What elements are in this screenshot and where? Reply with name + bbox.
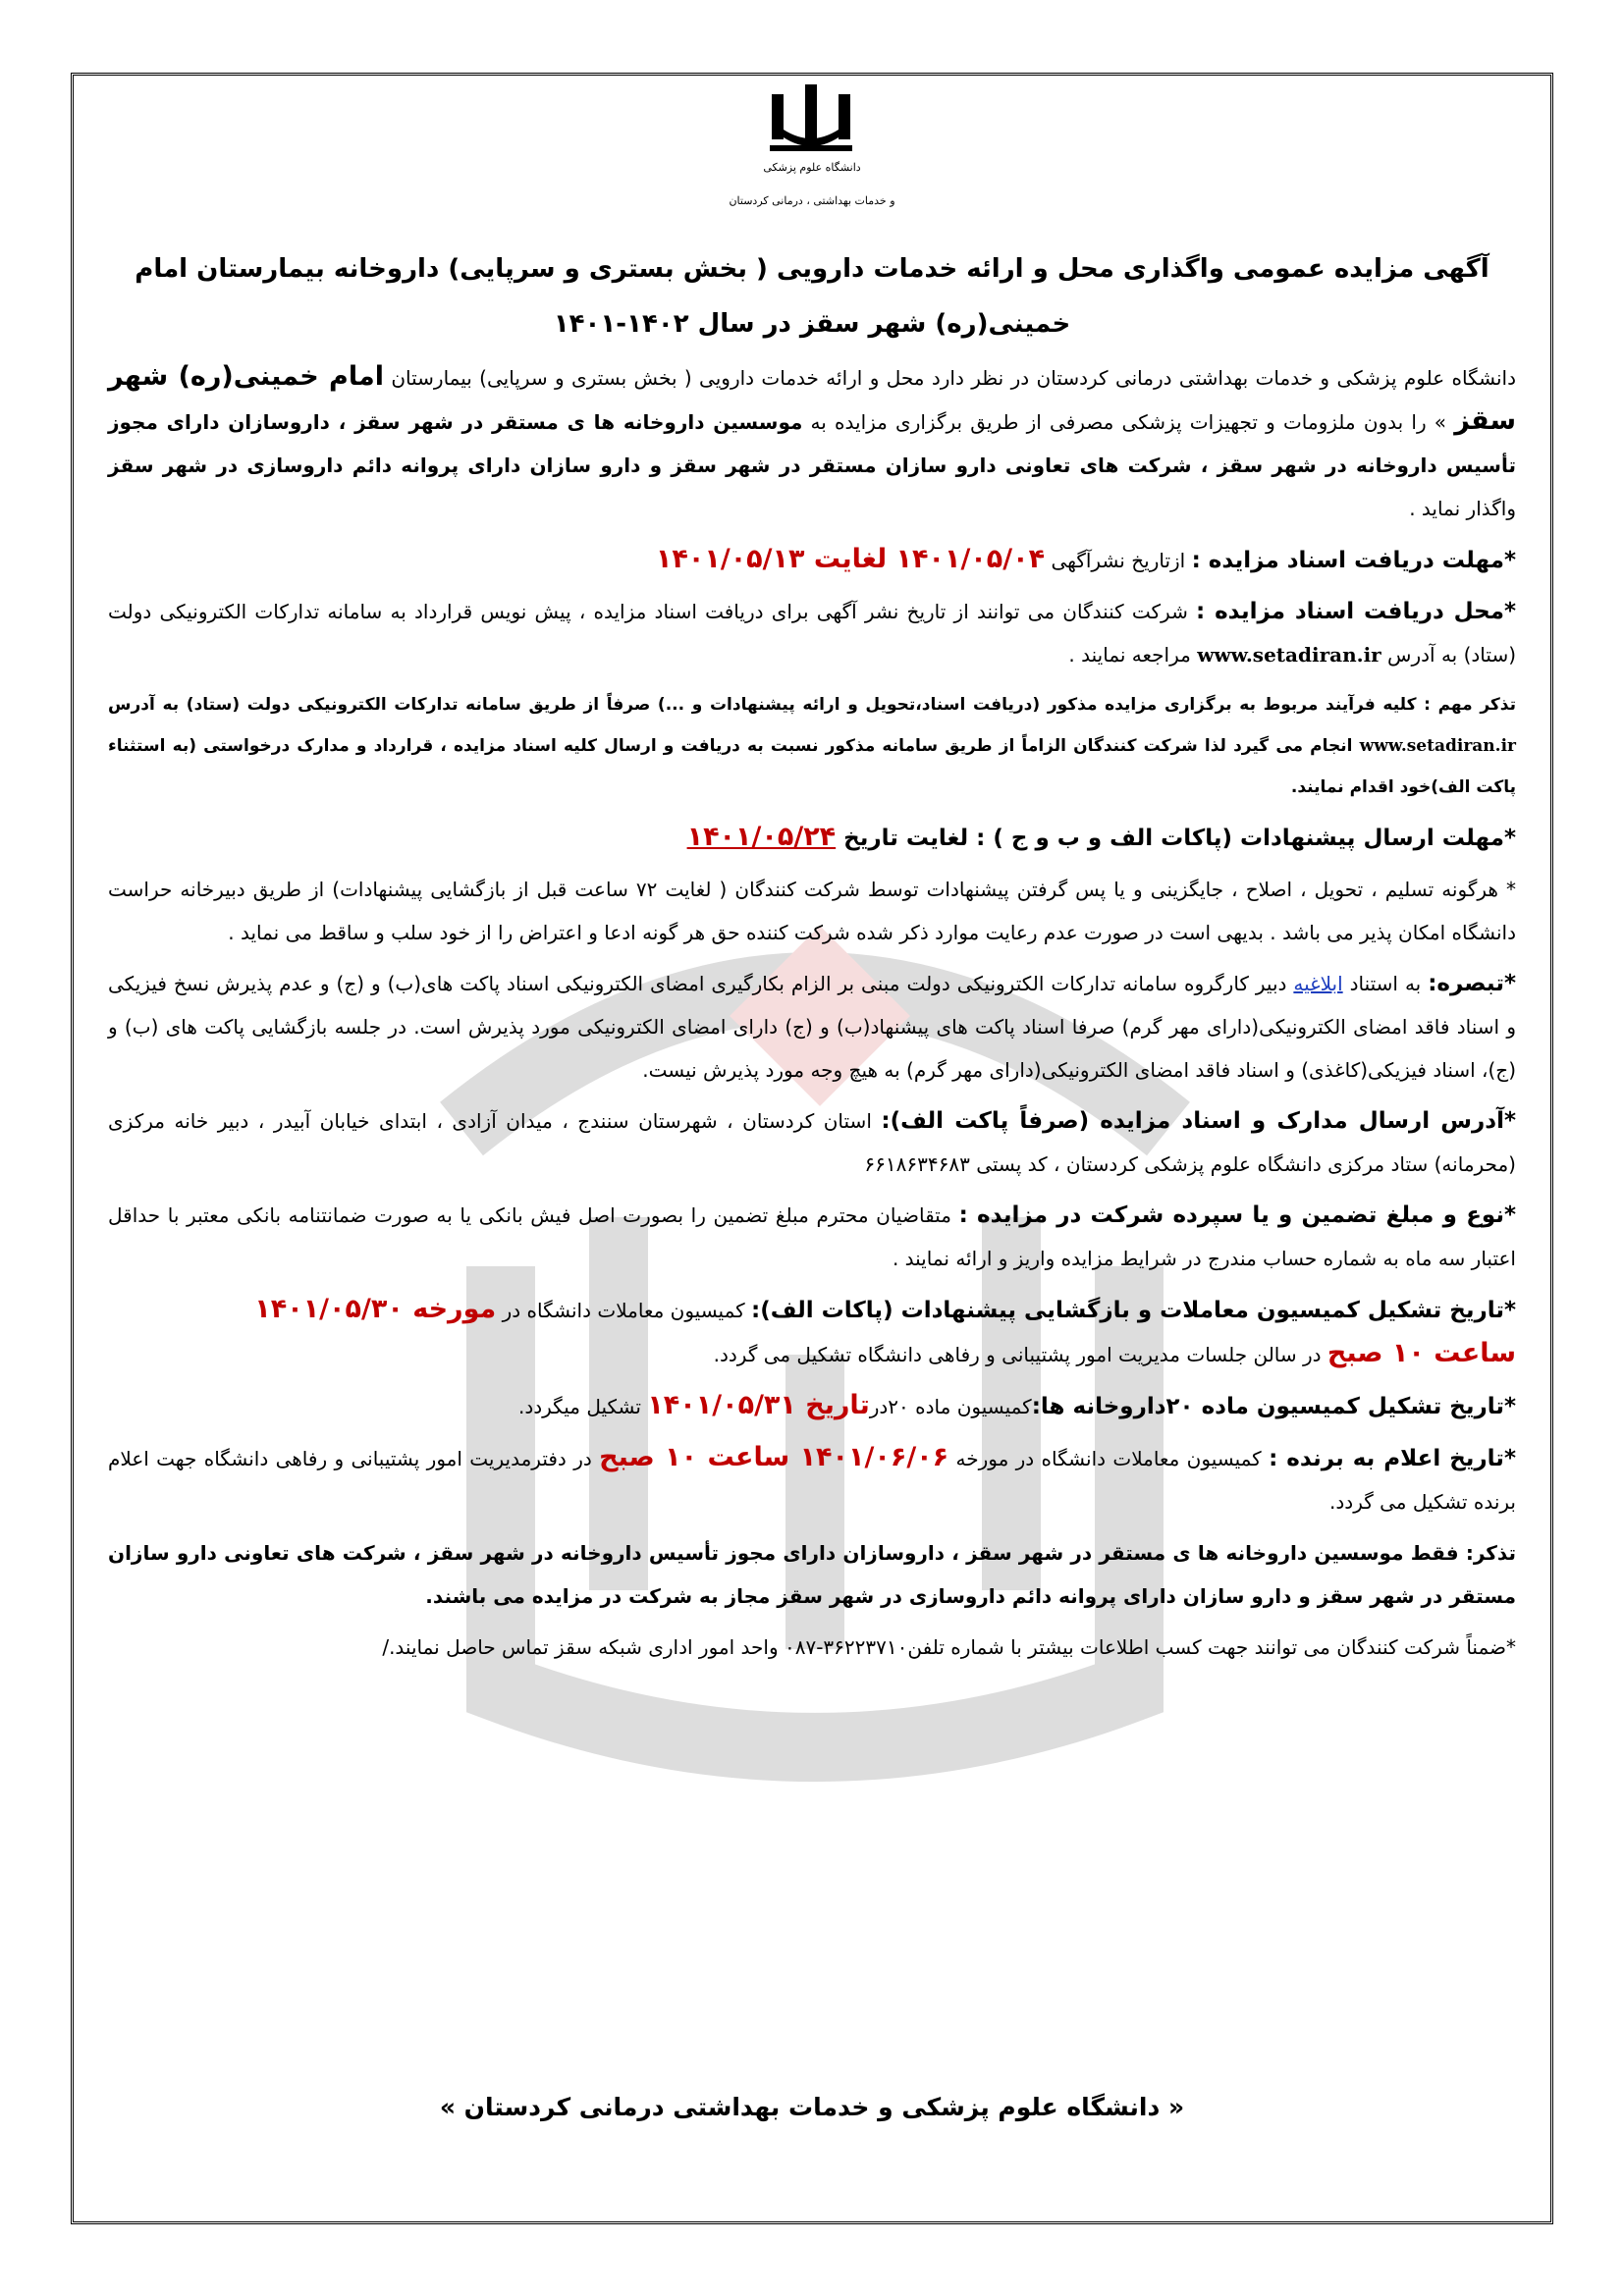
guarantee-text: متقاضیان محترم مبلغ تضمین را بصورت اصل فیش بانکی یا به صورت ضمانتنامه بانکی معتبر با حداقل اعتبار سه ماه به شماره حساب مندرج در شرایط مزایده واریز و ارائه نمایند .	[108, 1203, 1516, 1270]
logo-caption-line2: و خدمات بهداشتی ، درمانی کردستان	[729, 194, 895, 207]
announcement-body	[108, 241, 1516, 1677]
university-logo	[766, 82, 856, 155]
eblaghieh-link[interactable]: ابلاغیه	[1293, 972, 1343, 995]
commission-text1: کمیسیون معاملات دانشگاه در	[496, 1299, 752, 1322]
address-label: *آدرس ارسال مدارک و اسناد مزایده (صرفاً پاکت الف):	[881, 1108, 1516, 1134]
docs-place-text1: شرکت کنندگان می توانند از تاریخ نشر آگهی برای دریافت اسناد مزایده ، پیش نویس قرارداد به سامانه تدارکات الکترونیکی دولت (ستاد) به آدرس	[108, 600, 1516, 667]
winner-label: *تاریخ اعلام به برنده :	[1269, 1446, 1516, 1471]
docs-place-label: *محل دریافت اسناد مزایده :	[1196, 599, 1516, 624]
guarantee-paragraph	[108, 1194, 1516, 1280]
important-note-label: تذکر مهم :	[1424, 695, 1516, 715]
tabsareh-paragraph	[108, 962, 1516, 1092]
commission-date: مورخه ۱۴۰۱/۰۵/۳۰	[254, 1294, 497, 1324]
docs-date-to: ۱۴۰۱/۰۵/۱۳	[655, 544, 805, 574]
tabsareh-text2: دبیر کارگروه سامانه تدارکات الکترونیکی دولت مبنی بر الزام بکارگیری امضای الکترونیکی اسناد پاکت های(ب) و (ج) و عدم پذیرش نسخ فیزیکی و اسناد فاقد امضای الکترونیکی(دارای مهر گرم) صرفا اسناد پاکت های پیشنهاد(ب) و (ج) دارای امضای الکترونیکی مورد پذیرش است. در جلسه بازگشایی پاکت های (ب) و (ج)، اسناد فیزیکی(کاغذی) و اسناد فاقد امضای الکترونیکی(دارای مهر گرم) به هیچ وجه مورد پذیرش نیست.	[108, 972, 1516, 1082]
docs-deadline	[108, 538, 1516, 582]
intro-text2: » را بدون ملزومات و تجهیزات پزشکی مصرفی از طریق برگزاری مزایده به	[802, 410, 1455, 434]
hospital-name: امام خمینی(ره) شهر سقز	[108, 361, 1516, 436]
tabsareh-text1: به استناد	[1342, 972, 1429, 995]
tabsareh-label: *تبصره:	[1428, 971, 1516, 996]
commission20-text2: تشکیل میگردد.	[517, 1395, 648, 1418]
important-note-url[interactable]: www.setadiran.ir	[1359, 736, 1516, 756]
important-note-text2: انجام می گیرد لذا شرکت کنندگان الزاماً از طریق سامانه مذکور نسبت به دریافت و ارسال کلیه اسناد مزایده ، قرارداد و مدارک درخواستی (به استثناء پاکت الف)خود اقدام نمایند.	[108, 736, 1516, 797]
commission20-paragraph	[108, 1384, 1516, 1428]
important-note	[108, 684, 1516, 808]
final-note-text: فقط موسسین داروخانه ها ی مستقر در شهر سقز ، داروسازان دارای مجوز تأسیس داروخانه در شهر سقز ، شرکت های تعاونی دارو سازان مستقر در شهر سقز و دارو سازان دارای پروانه دائم داروسازی در شهر سقز مجاز به شرکت در مزایده می باشند.	[108, 1541, 1516, 1608]
docs-deadline-text: ازتاریخ نشرآگهی	[1045, 549, 1192, 572]
docs-date-from: ۱۴۰۱/۰۵/۰۴	[895, 544, 1046, 574]
announcement-title	[108, 241, 1516, 351]
delivery-note: * هرگونه تسلیم ، تحویل ، اصلاح ، جایگزینی و یا پس گرفتن پیشنهادات توسط شرکت کنندگان ( لغایت ۷۲ ساعت قبل از بازگشایی پیشنهادات) از طریق دبیرخانه حراست دانشگاه امکان پذیر می باشد . بدیهی است در صورت عدم رعایت موارد ذکر شده شرکت کننده حق هر گونه ادعا و اعتراض را از خود سلب و ساقط می نماید .	[108, 878, 1516, 944]
intro-paragraph	[108, 355, 1516, 530]
docs-until: لغایت	[804, 544, 896, 574]
title-line2: خمینی(ره) شهر سقز در سال ۱۴۰۲-۱۴۰۱	[553, 309, 1071, 339]
commission20-label: *تاریخ تشکیل کمیسیون ماده ۲۰داروخانه ها:	[1031, 1394, 1516, 1419]
address-paragraph	[108, 1099, 1516, 1186]
commission20-date: تاریخ ۱۴۰۱/۰۵/۳۱	[647, 1390, 870, 1420]
commission-label: *تاریخ تشکیل کمیسیون معاملات و بازگشایی پیشنهادات (پاکات الف):	[751, 1298, 1516, 1323]
commission20-text1: کمیسیون ماده ۲۰در	[869, 1395, 1032, 1418]
contact-paragraph: *ضمناً شرکت کنندگان می توانند جهت کسب اطلاعات بیشتر با شماره تلفن۳۶۲۲۳۷۱۰-۰۸۷ واحد امور اداری شبکه سقز تماس حاصل نمایند./	[382, 1635, 1516, 1659]
offers-deadline	[108, 816, 1516, 860]
winner-paragraph	[108, 1436, 1516, 1523]
important-note-text1: کلیه فرآیند مربوط به برگزاری مزایده مذکور (دریافت اسناد،تحویل و ارائه پیشنهادات و ...) صرفاً از طریق سامانه تدارکات الکترونیکی دولت (ستاد) به آدرس	[108, 695, 1425, 715]
winner-date: ۱۴۰۱/۰۶/۰۶ ساعت ۱۰ صبح	[599, 1442, 949, 1472]
intro-text1: دانشگاه علوم پزشکی و خدمات بهداشتی درمانی کردستان در نظر دارد محل و ارائه خدمات دارویی ( بخش بستری و سرپایی) بیمارستان	[383, 366, 1517, 390]
footer-signature: « دانشگاه علوم پزشکی و خدمات بهداشتی درمانی کردستان »	[439, 2093, 1185, 2121]
commission-text2: در سالن جلسات مدیریت امور پشتیبانی و رفاهی دانشگاه تشکیل می گردد.	[713, 1343, 1327, 1366]
final-note-label: تذکر:	[1465, 1541, 1516, 1565]
address-text: استان کردستان ، شهرستان سنندج ، میدان آزادی ، ابتدای خیابان آبیدر ، دبیر خانه مرکزی (محرمانه) ستاد مرکزی دانشگاه علوم پزشکی کردستان ، کد پستی ۶۶۱۸۶۳۴۶۸۳	[108, 1109, 1516, 1176]
commission-paragraph	[108, 1288, 1516, 1376]
intro-text3: واگذار نماید .	[1409, 497, 1516, 520]
offers-deadline-label: *مهلت ارسال پیشنهادات (پاکات الف و ب و ج ) : لغایت تاریخ	[836, 826, 1516, 851]
setad-url[interactable]: www.setadiran.ir	[1197, 643, 1381, 667]
winner-text2: در دفترمدیریت امور پشتیبانی و رفاهی دانشگاه جهت اعلام برنده تشکیل می گردد.	[108, 1447, 1516, 1514]
logo-caption-line1: دانشگاه علوم پزشکی	[763, 161, 861, 174]
docs-place	[108, 590, 1516, 676]
eligible-bidders: موسسین داروخانه ها ی مستقر در شهر سقز ، داروسازان دارای مجوز تأسیس داروخانه در شهر سقز ، شرکت های تعاونی دارو سازان مستقر در شهر سقز و دارو سازان دارای پروانه دائم داروسازی در شهر سقز	[108, 410, 1516, 477]
final-note	[108, 1531, 1516, 1618]
title-line1: آگهی مزایده عمومی واگذاری محل و ارائه خدمات دارویی ( بخش بستری و سرپایی) داروخانه بیمارستان امام	[135, 254, 1489, 284]
winner-text1: کمیسیون معاملات دانشگاه در مورخه	[948, 1447, 1270, 1470]
docs-deadline-label: *مهلت دریافت اسناد مزایده :	[1191, 548, 1516, 573]
offers-deadline-date: ۱۴۰۱/۰۵/۲۴	[686, 822, 837, 852]
commission-time: ساعت ۱۰ صبح	[1326, 1338, 1516, 1368]
docs-place-text2: مراجعه نمایند .	[1068, 643, 1198, 667]
guarantee-label: *نوع و مبلغ تضمین و یا سپرده شرکت در مزایده :	[958, 1202, 1516, 1228]
